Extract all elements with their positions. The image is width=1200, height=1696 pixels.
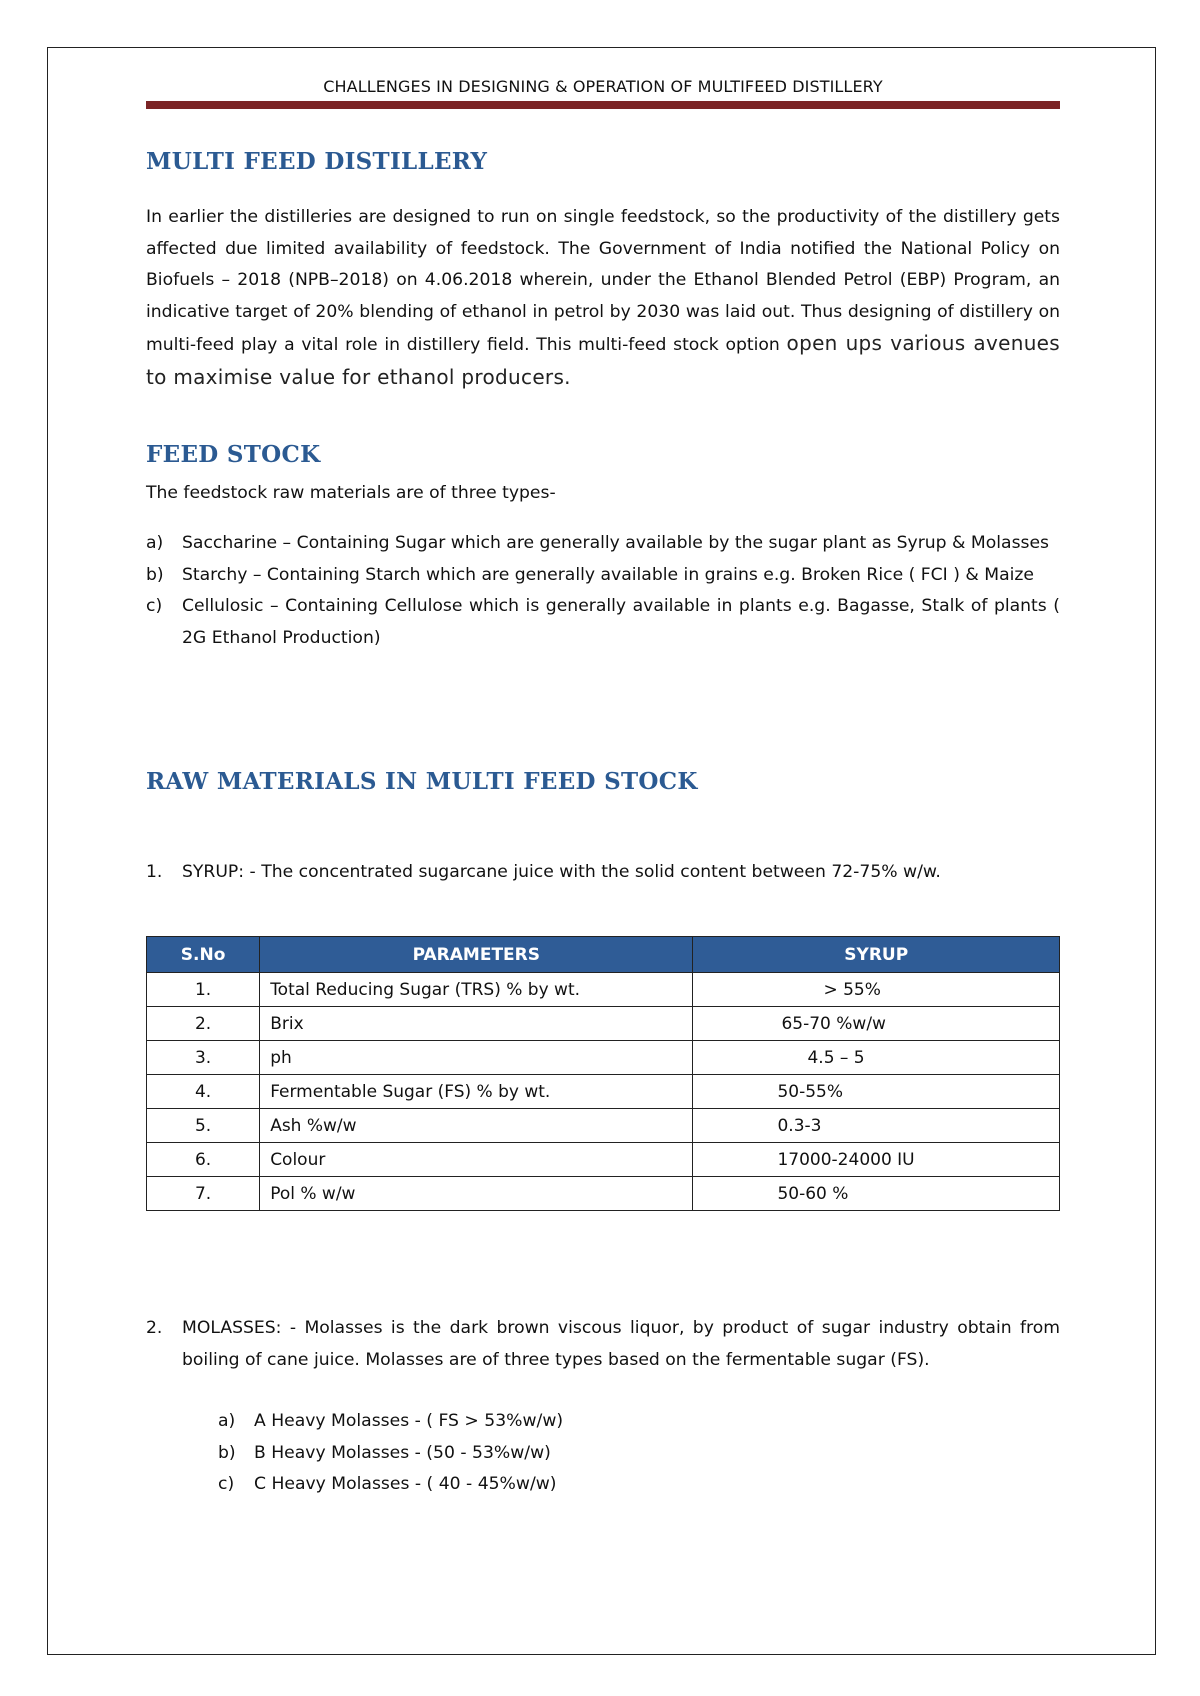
list-item (218, 1406, 563, 1438)
list-item-text: Cellulosic – Containing Cellulose which is generally available in plants e.g. Bagasse, Stalk of plants ( 2G Ethanol Production) (182, 596, 1060, 648)
table-row (147, 973, 1060, 1007)
list-marker: a) (218, 1411, 236, 1431)
cell-parameter: Fermentable Sugar (FS) % by wt. (260, 1075, 693, 1109)
cell-sno: 6. (147, 1143, 260, 1177)
list-marker: 1. (146, 862, 163, 882)
cell-sno: 2. (147, 1007, 260, 1041)
heading-multi-feed-distillery: MULTI FEED DISTILLERY (146, 148, 488, 175)
column-header-parameters: PARAMETERS (260, 937, 693, 973)
running-header: CHALLENGES IN DESIGNING & OPERATION OF MULTIFEED DISTILLERY (323, 77, 883, 96)
list-item-text: A Heavy Molasses - ( FS > 53%w/w) (254, 1411, 564, 1431)
table-row (147, 1177, 1060, 1211)
raw-material-item-molasses (146, 1313, 1060, 1376)
list-item (146, 560, 1060, 592)
table-row (147, 1075, 1060, 1109)
molasses-types-list (218, 1406, 563, 1501)
table-row (147, 1109, 1060, 1143)
list-marker: a) (146, 533, 164, 553)
cell-sno: 1. (147, 973, 260, 1007)
list-item (218, 1438, 563, 1470)
list-item-text: SYRUP: - The concentrated sugarcane juice with the solid content between 72-75% w/w. (182, 862, 941, 882)
cell-value: 17000-24000 IU (693, 1143, 1060, 1177)
feed-stock-intro: The feedstock raw materials are of three types- (146, 483, 556, 503)
paragraph-multi-feed (146, 202, 1060, 395)
paragraph-multi-feed-text: In earlier the distilleries are designed to run on single feedstock, so the productivity of the distillery gets affected due limited availability of feedstock. The Government of India notified the National Policy on Biofuels – 2018 (NPB–2018) on 4.06.2018 wherein, under the Ethanol Blended Petrol (EBP) Program, an indicative target of 20% blending of ethanol in petrol by 2030 was laid out. Thus designing of distillery on multi-feed play a vital role in distillery field. This multi-feed stock option (146, 207, 1060, 355)
cell-value: 0.3-3 (693, 1109, 1060, 1143)
list-item-text: MOLASSES: - Molasses is the dark brown viscous liquor, by product of sugar industry obtain from boiling of cane juice. Molasses are of three types based on the fermentable sugar (FS). (182, 1318, 1060, 1370)
table-row (147, 1041, 1060, 1075)
table-row (147, 1007, 1060, 1041)
list-item (146, 857, 1060, 889)
column-header-syrup: SYRUP (693, 937, 1060, 973)
list-item-text: B Heavy Molasses - (50 - 53%w/w) (254, 1442, 551, 1463)
list-marker: b) (218, 1442, 236, 1463)
column-header-sno: S.No (147, 937, 260, 973)
cell-sno: 5. (147, 1109, 260, 1143)
cell-value: > 55% (693, 973, 1060, 1007)
cell-value: 50-55% (693, 1075, 1060, 1109)
list-item-text: Saccharine – Containing Sugar which are generally available by the sugar plant as Syrup & Molasses (182, 533, 1050, 553)
cell-parameter: ph (260, 1041, 693, 1075)
list-item-text: C Heavy Molasses - ( 40 - 45%w/w) (254, 1474, 557, 1494)
table-row (147, 1143, 1060, 1177)
list-item (146, 528, 1060, 560)
header-rule (146, 101, 1060, 109)
heading-feed-stock: FEED STOCK (146, 441, 321, 468)
cell-parameter: Pol % w/w (260, 1177, 693, 1211)
cell-sno: 7. (147, 1177, 260, 1211)
cell-sno: 3. (147, 1041, 260, 1075)
raw-material-item-syrup (146, 857, 1060, 889)
cell-value: 50-60 % (693, 1177, 1060, 1211)
table-header-row (147, 937, 1060, 973)
cell-parameter: Total Reducing Sugar (TRS) % by wt. (260, 973, 693, 1007)
cell-value: 65-70 %w/w (693, 1007, 1060, 1041)
syrup-parameters-table (146, 936, 1060, 1211)
list-marker: 2. (146, 1318, 163, 1338)
list-item (146, 1313, 1060, 1376)
cell-parameter: Brix (260, 1007, 693, 1041)
cell-sno: 4. (147, 1075, 260, 1109)
cell-parameter: Colour (260, 1143, 693, 1177)
list-item (218, 1469, 563, 1501)
list-item-text: Starchy – Containing Starch which are generally available in grains e.g. Broken Rice ( FCI ) & Maize (182, 564, 1034, 585)
paragraph-multi-feed-tail: open ups various avenues to maximise value for ethanol producers. (146, 331, 1061, 389)
cell-parameter: Ash %w/w (260, 1109, 693, 1143)
heading-raw-materials: RAW MATERIALS IN MULTI FEED STOCK (146, 768, 698, 795)
cell-value: 4.5 – 5 (693, 1041, 1060, 1075)
list-marker: c) (218, 1474, 235, 1494)
list-item (146, 591, 1060, 654)
feed-stock-types-list (146, 528, 1060, 654)
list-marker: c) (146, 596, 163, 616)
list-marker: b) (146, 564, 164, 585)
